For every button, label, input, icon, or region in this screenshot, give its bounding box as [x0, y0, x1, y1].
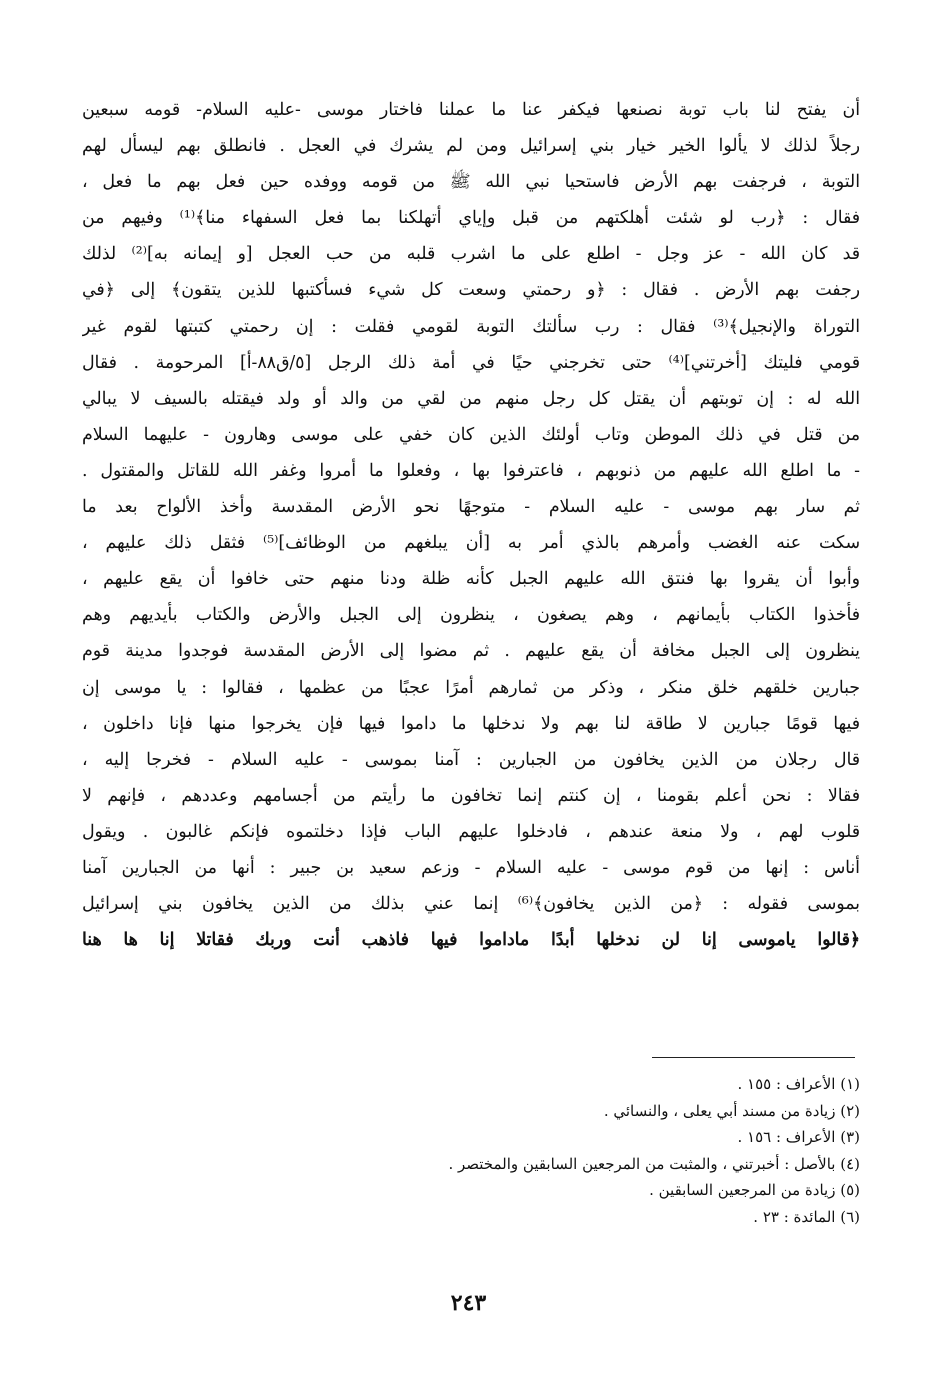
text-line: فقالا : نحن أعلم بقومنا ، إن كنتم إنما تخافون ما رأيتم من أجسامهم وعددهم ، فإنهم لا [82, 785, 860, 806]
text-line: التوراة والإنجيل﴾⁽³⁾ فقال : رب سألتك التوبة لقومي فقلت : إن رحمتي كتبتها لقوم غير [82, 316, 860, 337]
footnote: (٣) الأعراف : ١٥٦ . [737, 1128, 860, 1147]
text-line: جبارين خلقهم خلق منكر ، وذكر من ثمارهم أمرًا عجبًا من عظمها ، فقالوا : يا موسى إن [82, 677, 860, 698]
text-line: فيها قومًا جبارين لا طاقة لنا بهم ولا ندخلها ما داموا فيها فإن يخرجوا منها فإنا داخلون ، [82, 713, 860, 734]
text-line: الله له : إن توبتهم أن يقتل كل رجل منهم من لقي من والد أو ولد فيقتله بالسيف لا يبالي [82, 388, 860, 409]
main-text [82, 92, 860, 958]
text-line: رجلاً لذلك لا يألوا الخير خيار بني إسرائيل ومن لم يشرك في العجل . فانطلق بهم ليسأل لهم [82, 136, 860, 157]
text-line: ينظرون إلى الجبل مخافة أن يقع عليهم . ثم مضوا إلى الأرض المقدسة فوجدوا مدينة قوم [82, 641, 860, 662]
text-line: قلوب لهم ، ولا منعة عندهم ، فادخلوا عليهم الباب فإذا دخلتموه فإنكم غالبون . ويقول [82, 821, 860, 842]
footnote: (٤) بالأصل : أخبرتني ، والمثبت من المرجعين السابقين والمختصر . [448, 1154, 860, 1173]
text-line: رجفت بهم الأرض . فقال : ﴿و رحمتي وسعت كل شيء فسأكتبها للذين يتقون﴾ إلى ﴿في [82, 280, 860, 301]
text-line: أن يفتح لنا باب توبة نصنعها فيكفر عنا ما عملنا فاختار موسى -عليه السلام- قومه سبعين [82, 100, 860, 120]
text-line: ثم سار بهم موسى - عليه السلام - متوجهًا نحو الأرض المقدسة وأخذ الألواح بعد ما [82, 497, 860, 518]
footnotes [420, 1071, 860, 1231]
page-number: ٢٤٣ [450, 1290, 487, 1316]
text-line: - ما اطلع الله عليهم من ذنوبهم ، فاعترفوا بها ، وفعلوا ما أمروا وغفر الله للقاتل والمقتول . [82, 460, 860, 481]
text-line: فقال : ﴿رب لو شئت أهلكتهم من قبل وإياي أتهلكنا بما فعل السفهاء منا﴾⁽¹⁾ وفيهم من [82, 208, 860, 229]
footnote: (٥) زيادة من المرجعين السابقين . [649, 1181, 860, 1200]
footnote: (١) الأعراف : ١٥٥ . [737, 1075, 860, 1093]
footnote: (٦) المائدة : ٢٣ . [753, 1207, 860, 1226]
text-line: وأبوا أن يقروا بها فنتق الله عليهم الجبل كأنه ظلة ودنا منهم حتى خافوا أن يقع عليهم ، [82, 569, 860, 590]
text-line: قد كان الله - عز وجل - اطلع على ما اشرب قلبه من حب العجل [و إيمانه به]⁽²⁾ لذلك [82, 244, 860, 265]
text-line: سكت عنه الغضب وأمرهم بالذي أمر به [أن يبلغهم من الوظائف]⁽⁵⁾ فثقل ذلك عليهم ، [82, 533, 860, 554]
text-line: التوبة ، فرجفت بهم الأرض فاستحيا نبي الله ﷺ من قومه ووفده حين فعل بهم ما فعل ، [82, 172, 860, 193]
text-line: فأخذوا الكتاب بأيمانهم ، وهم يصغون ، ينظرون إلى الجبل والأرض والكتاب بأيديهم وهم [82, 605, 860, 626]
text-line: أناس : إنها من قوم موسى - عليه السلام - وزعم سعيد بن جبير : أنها من الجبارين آمنا [82, 857, 860, 878]
footnote-separator [652, 1057, 855, 1058]
text-line: من قتل في ذلك الموطن وتاب أولئك الذين كان خفي على موسى وهارون - عليهما السلام [82, 424, 860, 445]
text-line: قومي فليتك [أخرتني]⁽⁴⁾ حتى تخرجني حيًا في أمة ذلك الرجل [٥/ق٨٨-أ] المرحومة . فقال [82, 352, 860, 373]
text-line: بموسى فقوله : ﴿من الذين يخافون﴾⁽⁶⁾ إنما عني بذلك من الذين يخافون بني إسرائيل [82, 894, 860, 915]
text-line: قال رجلان من الذين يخافون من الجبارين : آمنا بموسى - عليه السلام - فخرجا إليه ، [82, 749, 860, 770]
text-line: ﴿قالوا ياموسى إنا لن ندخلها أبدًا ماداموا فيها فاذهب أنت وربك فقاتلا إنا ها هنا [82, 930, 860, 951]
footnote: (٢) زيادة من مسند أبي يعلى ، والنسائي . [603, 1101, 860, 1120]
